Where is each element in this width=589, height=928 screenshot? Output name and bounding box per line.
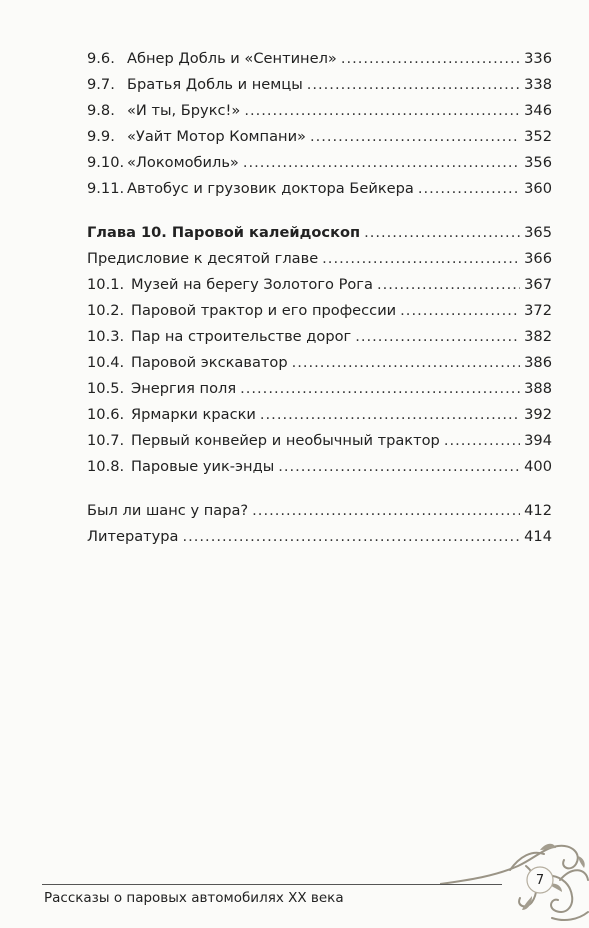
toc-entry-number: 10.4.: [87, 354, 125, 371]
toc-entry-10-8[interactable]: [87, 454, 552, 480]
toc-entry-page: 414: [524, 528, 552, 545]
toc-entry-page: 400: [524, 458, 552, 475]
toc-entry-10-4[interactable]: [87, 350, 552, 376]
toc-entry-9-9[interactable]: [87, 124, 552, 150]
toc-entry-number: 10.1.: [87, 276, 125, 293]
leader-dots: [252, 498, 520, 524]
toc-entry-9-7[interactable]: [87, 72, 552, 98]
toc-entry-page: 372: [524, 302, 552, 319]
toc-entry-10-2[interactable]: [87, 298, 552, 324]
toc-entry-number: 9.9.: [87, 128, 115, 145]
leader-dots: [278, 454, 520, 480]
toc-entry-title: Предисловие к десятой главе: [87, 250, 319, 267]
toc-entry-10-7[interactable]: [87, 428, 552, 454]
toc-entry-title: Музей на берегу Золотого Рога: [131, 276, 373, 293]
toc-entry-title: Первый конвейер и необычный трактор: [131, 432, 440, 449]
toc-entry-number: 9.6.: [87, 50, 115, 67]
toc-entry-title: Паровые уик-энды: [131, 458, 275, 475]
leader-dots: [183, 524, 521, 550]
toc-entry-page: 412: [524, 502, 552, 519]
toc-entry-10-3[interactable]: [87, 324, 552, 350]
toc-entry-number: 10.3.: [87, 328, 125, 345]
table-of-contents: [87, 46, 552, 550]
toc-entry-page: 356: [524, 154, 552, 171]
leader-dots: [355, 324, 520, 350]
toc-entry-literature[interactable]: [87, 524, 552, 550]
leader-dots: [307, 72, 520, 98]
toc-entry-title: Ярмарки краски: [131, 406, 256, 423]
leader-dots: [364, 220, 520, 246]
toc-entry-9-11[interactable]: [87, 176, 552, 202]
leader-dots: [377, 272, 520, 298]
toc-entry-number: 10.7.: [87, 432, 125, 449]
running-footer-book-title: Рассказы о паровых автомобилях XX века: [44, 890, 344, 906]
leader-dots: [243, 150, 520, 176]
toc-entry-title: Паровой трактор и его профессии: [131, 302, 397, 319]
leader-dots: [310, 124, 520, 150]
toc-entry-page: 382: [524, 328, 552, 345]
toc-entry-steam-chance[interactable]: [87, 498, 552, 524]
toc-entry-page: 346: [524, 102, 552, 119]
toc-entry-page: 360: [524, 180, 552, 197]
toc-entry-title: Автобус и грузовик доктора Бейкера: [127, 180, 414, 197]
leader-dots: [244, 98, 520, 124]
toc-entry-number: 9.7.: [87, 76, 115, 93]
toc-entry-preface[interactable]: [87, 246, 552, 272]
toc-entry-number: 9.8.: [87, 102, 115, 119]
toc-entry-9-8[interactable]: [87, 98, 552, 124]
toc-chapter-title: Глава 10. Паровой калейдоскоп: [87, 224, 361, 241]
toc-entry-number: 10.5.: [87, 380, 125, 397]
toc-entry-10-5[interactable]: [87, 376, 552, 402]
toc-entry-title: Литература: [87, 528, 179, 545]
toc-entry-title: «Локомобиль»: [127, 154, 239, 171]
leader-dots: [341, 46, 520, 72]
toc-entry-page: 338: [524, 76, 552, 93]
toc-entry-number: 10.2.: [87, 302, 125, 319]
toc-entry-page: 392: [524, 406, 552, 423]
footer-divider: [42, 884, 502, 885]
toc-entry-number: 10.8.: [87, 458, 125, 475]
toc-entry-title: Братья Добль и немцы: [127, 76, 303, 93]
leader-dots: [292, 350, 521, 376]
toc-entry-title: Энергия поля: [131, 380, 237, 397]
toc-entry-10-6[interactable]: [87, 402, 552, 428]
leader-dots: [240, 376, 520, 402]
toc-entry-number: 10.6.: [87, 406, 125, 423]
toc-entry-9-6[interactable]: [87, 46, 552, 72]
toc-entry-page: 365: [524, 224, 552, 241]
toc-entry-page: 388: [524, 380, 552, 397]
toc-entry-page: 366: [524, 250, 552, 267]
toc-entry-page: 367: [524, 276, 552, 293]
leader-dots: [260, 402, 520, 428]
toc-entry-page: 394: [524, 432, 552, 449]
toc-entry-number: 9.10.: [87, 154, 125, 171]
toc-entry-title: Пар на строительстве дорог: [131, 328, 352, 345]
toc-entry-title: «Уайт Мотор Компани»: [127, 128, 306, 145]
toc-entry-9-10[interactable]: [87, 150, 552, 176]
toc-entry-title: «И ты, Брукс!»: [127, 102, 241, 119]
toc-entry-10-1[interactable]: [87, 272, 552, 298]
toc-entry-number: 9.11.: [87, 180, 125, 197]
toc-entry-title: Абнер Добль и «Сентинел»: [127, 50, 337, 67]
vine-scroll-ornament-icon: [440, 836, 589, 928]
toc-chapter-10[interactable]: [87, 220, 552, 246]
leader-dots: [444, 428, 520, 454]
leader-dots: [322, 246, 520, 272]
page-number: 7: [535, 873, 545, 888]
toc-entry-page: 386: [524, 354, 552, 371]
toc-entry-title: Паровой экскаватор: [131, 354, 288, 371]
leader-dots: [400, 298, 520, 324]
leader-dots: [418, 176, 520, 202]
toc-entry-page: 336: [524, 50, 552, 67]
toc-entry-page: 352: [524, 128, 552, 145]
toc-entry-title: Был ли шанс у пара?: [87, 502, 249, 519]
